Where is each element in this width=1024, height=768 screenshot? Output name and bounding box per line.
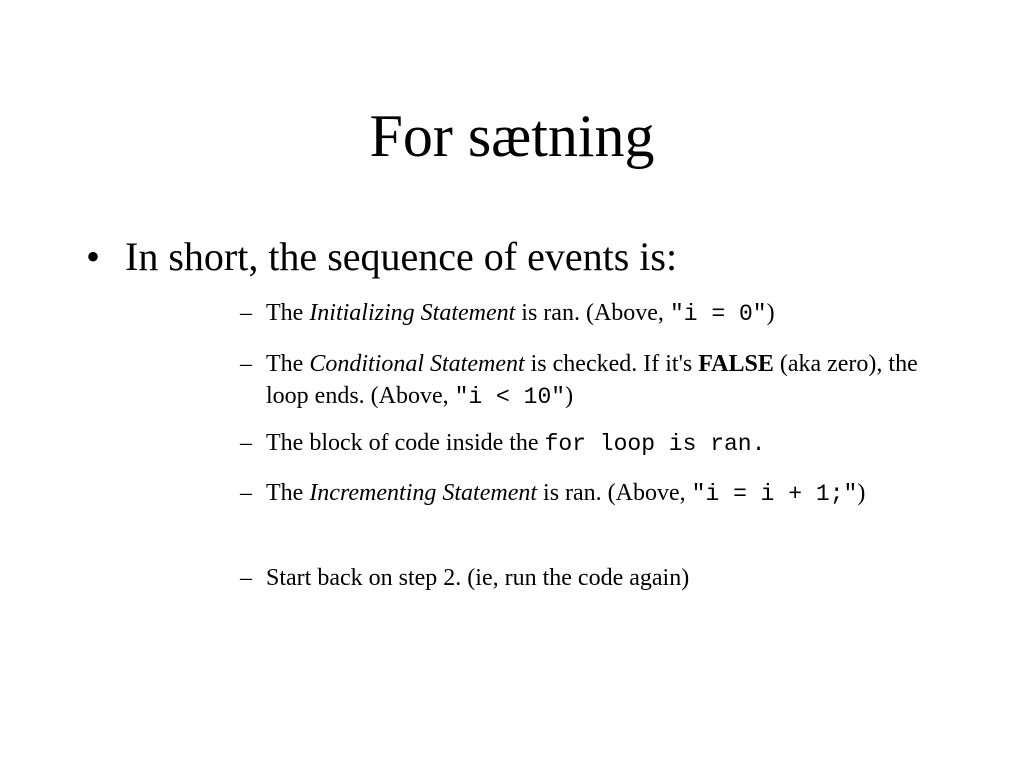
bullet-marker: • [86,234,101,279]
item-text: The [266,351,310,377]
item-emphasis: Incrementing Statement [309,480,538,506]
dash-marker: – [240,430,252,456]
sub-bullet-incrementing [240,477,930,510]
main-bullet-text: In short, the sequence of events is: [125,234,678,279]
sub-bullet-conditional [240,348,930,413]
main-bullet [86,233,677,281]
dash-marker: – [240,565,252,591]
item-text: is checked. If it's [524,351,699,377]
sub-bullet-initializing [240,297,930,330]
slide-title: For sætning [369,103,655,169]
code-snippet: for loop is ran. [544,431,766,457]
item-strong: FALSE [698,351,774,377]
item-text: The [266,300,310,326]
item-text: The block of code inside the [266,430,545,456]
sub-bullet-block [240,427,930,460]
dash-marker: – [240,300,252,326]
item-text: is ran. (Above, [515,300,670,326]
code-snippet: "i = i + 1;" [691,481,858,507]
item-text: ) [857,480,866,506]
dash-marker: – [240,351,252,377]
item-text: (aka zero), the loop ends. (Above, [266,351,918,409]
item-text: ) [565,383,574,409]
item-emphasis: Conditional Statement [309,351,525,377]
code-snippet: "i = 0" [669,301,767,327]
item-emphasis: Initializing Statement [309,300,516,326]
dash-marker: – [240,480,252,506]
sub-bullet-repeat [240,562,930,594]
item-text: The [266,480,310,506]
item-text: Start back on step 2. (ie, run the code again) [266,565,690,591]
item-text: is ran. (Above, [537,480,692,506]
code-snippet: "i < 10" [454,384,566,410]
item-text: ) [766,300,775,326]
